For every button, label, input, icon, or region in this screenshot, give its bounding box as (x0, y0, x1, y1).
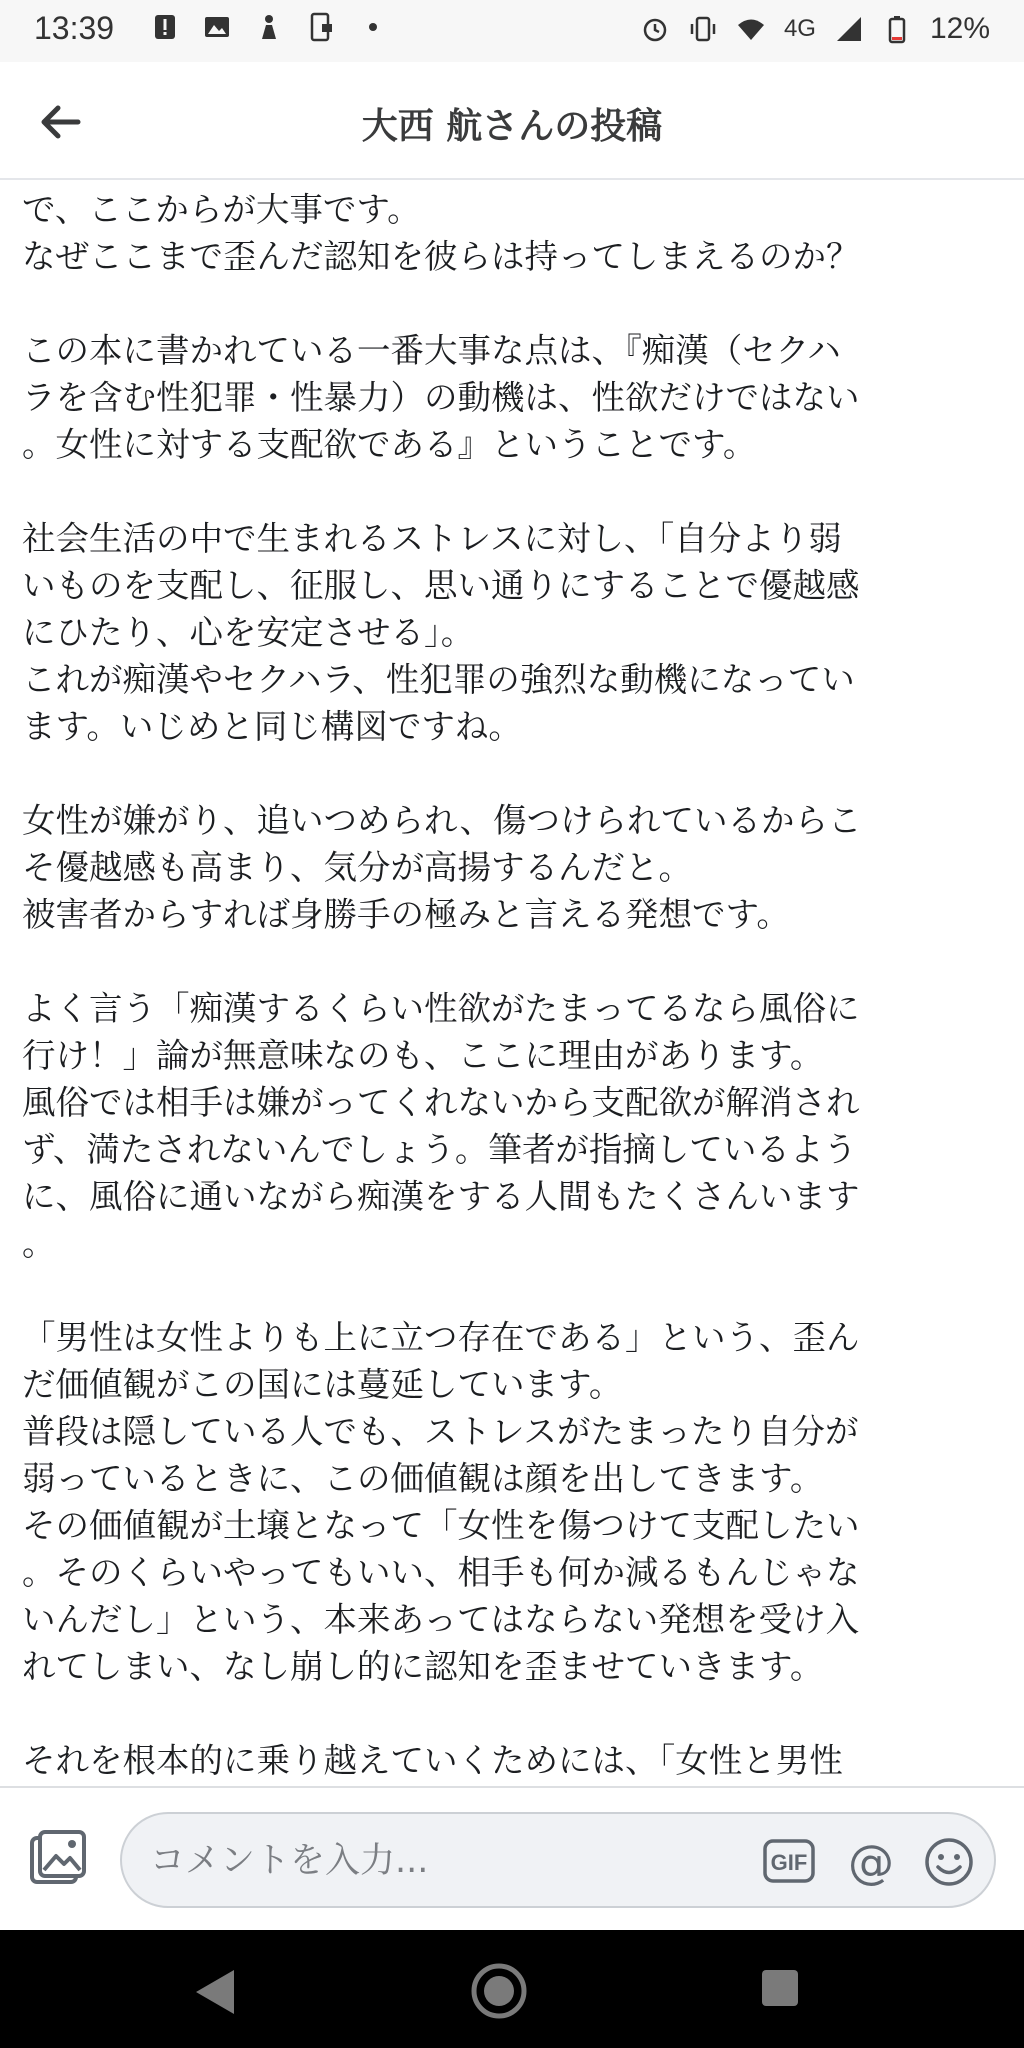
post-text-line: それを根本的に乗り越えていくためには、「女性と男性 (22, 1741, 843, 1780)
emoji-button[interactable] (922, 1836, 976, 1888)
post-content[interactable] (0, 180, 1024, 1786)
post-text-line: 。そのくらいやってもいい、相手も何か減るもんじゃな (22, 1553, 860, 1592)
notification-icons (150, 12, 388, 42)
post-text-line: 普段は隠している人でも、ストレスがたまったり自分が (22, 1412, 859, 1451)
post-text-line: 社会生活の中で生まれるストレスに対し、「自分より弱 (22, 519, 842, 558)
home-circle-icon[interactable] (470, 1962, 528, 2020)
screenshot-icon (306, 12, 336, 42)
post-paragraph (22, 186, 1002, 280)
post-text-line: この本に書かれている一番大事な点は、『痴漢（セクハ (22, 331, 841, 370)
signal-icon (834, 14, 864, 44)
back-triangle-icon[interactable] (188, 1964, 244, 2020)
post-text-line: 「男性は女性よりも上に立つ存在である」という、歪ん (22, 1318, 860, 1357)
post-paragraph (22, 1314, 1002, 1690)
post-text-line: いんだし」という、本来あってはならない発想を受け入 (22, 1600, 860, 1639)
comment-input[interactable] (148, 1814, 732, 1908)
smiley-icon (922, 1836, 976, 1888)
alarm-icon (640, 14, 670, 44)
post-text-line: に、風俗に通いながら痴漢をする人間もたくさんいます (22, 1177, 860, 1216)
post-text-line: 行け！」論が無意味なのも、ここに理由があります。 (22, 1036, 824, 1075)
recents-square-icon[interactable] (760, 1968, 800, 2008)
post-paragraph (22, 515, 1002, 750)
status-time: 13:39 (34, 10, 115, 46)
image-icon (202, 12, 232, 42)
post-text-line: よく言う「痴漢するくらい性欲がたまってるなら風俗に (22, 989, 860, 1028)
post-text-line: その価値観が土壌となって「女性を傷つけて支配したい (22, 1506, 860, 1545)
post-text-line: なぜここまで歪んだ認知を彼らは持ってしまえるのか？ (22, 237, 860, 276)
post-paragraph (22, 327, 1002, 468)
app-icon (254, 12, 284, 42)
vibrate-icon (688, 14, 718, 44)
post-text-line: 。女性に対する支配欲である』ということです。 (22, 425, 757, 464)
mention-button[interactable] (844, 1836, 898, 1888)
page-title: 大西 航さんの投稿 (361, 106, 663, 147)
post-text-line: 。 (22, 1224, 56, 1263)
at-icon (844, 1836, 898, 1888)
add-photo-button[interactable] (26, 1828, 90, 1892)
network-type: 4G (783, 15, 816, 42)
post-text-line: 被害者からすれば身勝手の極みと言える発想です。 (22, 895, 790, 934)
post-body (22, 186, 1002, 1786)
post-text-line: ず、満たされないんでしょう。筆者が指摘しているよう (22, 1130, 857, 1169)
post-paragraph (22, 985, 1002, 1267)
post-text-line: にひたり、心を安定させる」。 (22, 613, 475, 652)
post-text-line: 風俗では相手は嫌がってくれないから支配欲が解消され (22, 1083, 860, 1122)
gif-icon (762, 1836, 816, 1886)
post-text-line: ラを含む性犯罪・性暴力）の動機は、性欲だけではない (22, 378, 860, 417)
post-text-line: いものを支配し、征服し、思い通りにすることで優越感 (22, 566, 860, 605)
post-header (0, 62, 1024, 180)
post-text-line: 弱っているときに、この価値観は顔を出してきます。 (22, 1459, 824, 1498)
photo-icon (26, 1828, 90, 1892)
battery-percent: 12% (929, 12, 990, 45)
post-text-line: そ優越感も高まり、気分が高揚するんだと。 (22, 848, 692, 887)
comment-field[interactable] (120, 1812, 996, 1908)
post-paragraph (22, 1737, 1002, 1784)
post-text-line: これが痴漢やセクハラ、性犯罪の強烈な動機になってい (22, 660, 855, 699)
post-text-line: だ価値観がこの国には蔓延しています。 (22, 1365, 623, 1404)
wifi-icon (736, 14, 766, 44)
post-text-line: ます。いじめと同じ構図ですね。 (22, 707, 522, 746)
alert-icon (150, 12, 180, 42)
post-text-line: れてしまい、なし崩し的に認知を歪ませていきます。 (22, 1647, 824, 1686)
system-nav-bar (0, 1930, 1024, 2048)
post-paragraph (22, 797, 1002, 938)
svg-text:GIF: GIF (770, 1850, 808, 1875)
dot-icon (358, 12, 388, 42)
svg-text:@: @ (848, 1836, 894, 1888)
battery-icon (882, 14, 912, 44)
system-icons (640, 12, 990, 46)
post-text-line: 女性が嫌がり、追いつめられ、傷つけられているからこ (22, 801, 862, 840)
comment-composer (0, 1786, 1024, 1932)
post-text-line: で、ここからが大事です。 (22, 190, 421, 229)
status-bar (0, 0, 1024, 62)
gif-button[interactable] (762, 1836, 816, 1886)
